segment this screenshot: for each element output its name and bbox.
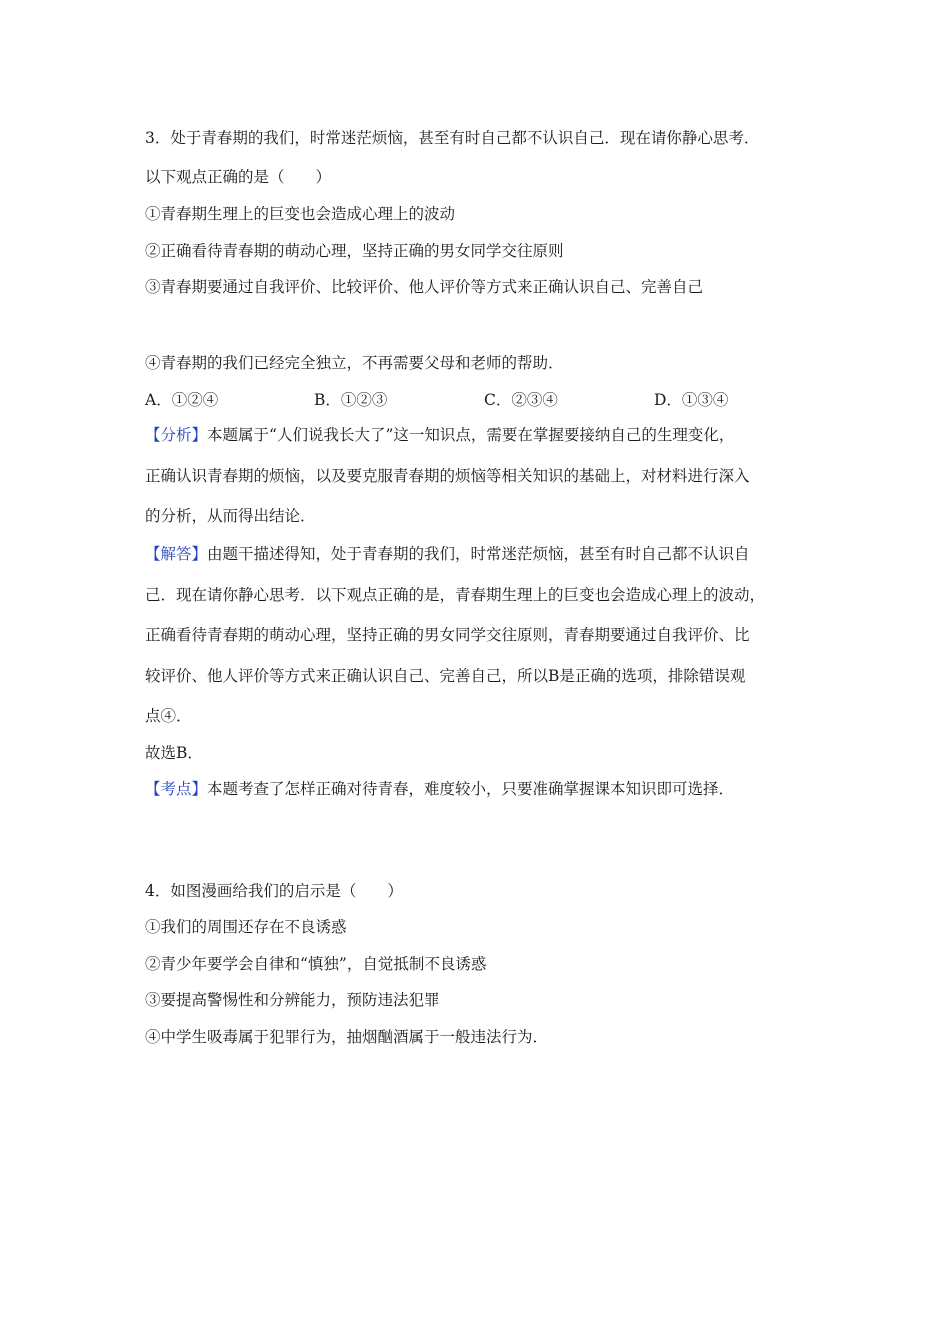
q3-item-1: ①青春期生理上的巨变也会造成心理上的波动 xyxy=(145,205,456,223)
q3-item-4: ④青春期的我们已经完全独立，不再需要父母和老师的帮助． xyxy=(145,354,564,372)
q4-item-4: ④中学生吸毒属于犯罪行为，抽烟酗酒属于一般违法行为． xyxy=(145,1028,549,1046)
q3-solution-line4: 较评价、他人评价等方式来正确认识自己、完善自己，所以B是正确的选项，排除错误观 xyxy=(145,667,746,685)
q3-analysis-line2: 正确认识青春期的烦恼，以及要克服青春期的烦恼等相关知识的基础上，对材料进行深入 xyxy=(145,467,750,485)
point-text: 本题考查了怎样正确对待青春，难度较小，只要准确掌握课本知识即可选择． xyxy=(207,780,735,798)
q3-solution-line5: 点④． xyxy=(145,707,192,725)
q4-item-3: ③要提高警惕性和分辨能力，预防违法犯罪 xyxy=(145,991,440,1009)
q4-item-2: ②青少年要学会自律和“慎独”，自觉抵制不良诱惑 xyxy=(145,955,487,973)
q4-stem: 4．如图漫画给我们的启示是（ ） xyxy=(145,882,403,900)
q3-stem-line2: 以下观点正确的是（ ） xyxy=(145,168,332,186)
q3-option-b: B．①②③ xyxy=(314,391,388,409)
q3-analysis-line3: 的分析，从而得出结论． xyxy=(145,507,316,525)
point-tag: 【考点】 xyxy=(145,780,208,798)
q3-answer: 故选B． xyxy=(145,744,203,762)
analysis-text-1: 本题属于“人们说我长大了”这一知识点，需要在掌握要接纳自己的生理变化， xyxy=(207,426,735,444)
q3-stem-line1: 3．处于青春期的我们，时常迷茫烦恼，甚至有时自己都不认识自己．现在请你静心思考． xyxy=(145,129,760,147)
q3-option-a: A．①②④ xyxy=(145,391,219,409)
q3-option-d: D．①③④ xyxy=(654,391,729,409)
solution-tag: 【解答】 xyxy=(145,545,208,563)
q3-solution-line3: 正确看待青春期的萌动心理，坚持正确的男女同学交往原则，青春期要通过自我评价、比 xyxy=(145,626,750,644)
q3-solution-line1 xyxy=(145,543,750,565)
analysis-tag: 【分析】 xyxy=(145,426,208,444)
q3-solution-line2: 己．现在请你静心思考．以下观点正确的是，青春期生理上的巨变也会造成心理上的波动， xyxy=(145,586,766,604)
q3-analysis-line1 xyxy=(145,424,734,446)
solution-text-1: 由题干描述得知，处于青春期的我们，时常迷茫烦恼，甚至有时自己都不认识自 xyxy=(207,545,750,563)
q3-item-2: ②正确看待青春期的萌动心理，坚持正确的男女同学交往原则 xyxy=(145,242,564,260)
q3-point-line xyxy=(145,778,734,800)
q4-item-1: ①我们的周围还存在不良诱惑 xyxy=(145,918,347,936)
q3-item-3: ③青春期要通过自我评价、比较评价、他人评价等方式来正确认识自己、完善自己 xyxy=(145,278,704,296)
q3-option-c: C．②③④ xyxy=(484,391,558,409)
